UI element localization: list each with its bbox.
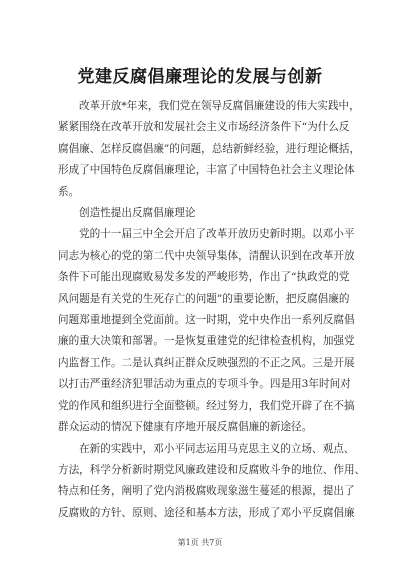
paragraph-line: 以打击严重经济犯罪活动为重点的专项斗争。四是用3年时间对	[58, 378, 351, 391]
paragraph-line: 风问题是有关党的生死存亡的问题”的重要论断，把反腐倡廉的	[58, 292, 350, 305]
paragraph-line: 内监督工作。二是认真纠正群众反映强烈的不正之风。三是开展	[58, 356, 355, 369]
paragraph-line: 反腐败的方针、原则、途径和基本方法，形成了邓小平反腐倡廉	[58, 506, 355, 519]
document-title: 党建反腐倡廉理论的发展与创新	[77, 67, 323, 87]
paragraph-line: 问题郑重地提到全党面前。这一时期，党中央作出一系列反腐倡	[58, 314, 355, 327]
paragraph-line: 同志为核心的党的第二代中央领导集体，清醒认识到在改革开放	[58, 249, 355, 262]
section-heading: 创造性提出反腐倡廉理论	[79, 207, 196, 220]
document-body	[58, 96, 366, 524]
paragraph-line: 系。	[58, 185, 80, 198]
paragraph-line: 党的十一届三中全会开启了改革开放历史新时期。以邓小平	[79, 228, 355, 241]
paragraph-line: 在新的实践中，邓小平同志运用马克思主义的立场、观点、	[79, 442, 355, 455]
page-number: 第1页 共7页	[177, 538, 223, 547]
paragraph-line: 紧紧围绕在改革开放和发展社会主义市场经济条件下“为什么反	[58, 121, 350, 134]
paragraph-line: 改革开放*年来，我们党在领导反腐倡廉建设的伟大实践中，	[79, 100, 360, 112]
paragraph-line: 方法，科学分析新时期党风廉政建设和反腐败斗争的地位、作用、	[58, 463, 366, 476]
paragraph-line: 条件下可能出现腐败易发多发的严峻形势，作出了“执政党的党	[58, 271, 350, 284]
paragraph-line: 形成了中国特色反腐倡廉理论，丰富了中国特色社会主义理论体	[58, 164, 355, 177]
paragraph-line: 群众运动的情况下健康有序地开展反腐倡廉的新途径。	[58, 421, 313, 434]
paragraph-line: 廉的重大决策和部署。一是恢复重建党的纪律检查机构，加强党	[58, 335, 355, 348]
paragraph-line: 党的作风和组织进行全面整顿。经过努力，我们党开辟了在不搞	[58, 399, 355, 412]
paragraph-line: 特点和任务，阐明了党内消极腐败现象滋生蔓延的根源，提出了	[58, 485, 355, 498]
paragraph-line: 腐倡廉、怎样反腐倡廉”的问题，总结新鲜经验，进行理论概括，	[58, 142, 361, 155]
